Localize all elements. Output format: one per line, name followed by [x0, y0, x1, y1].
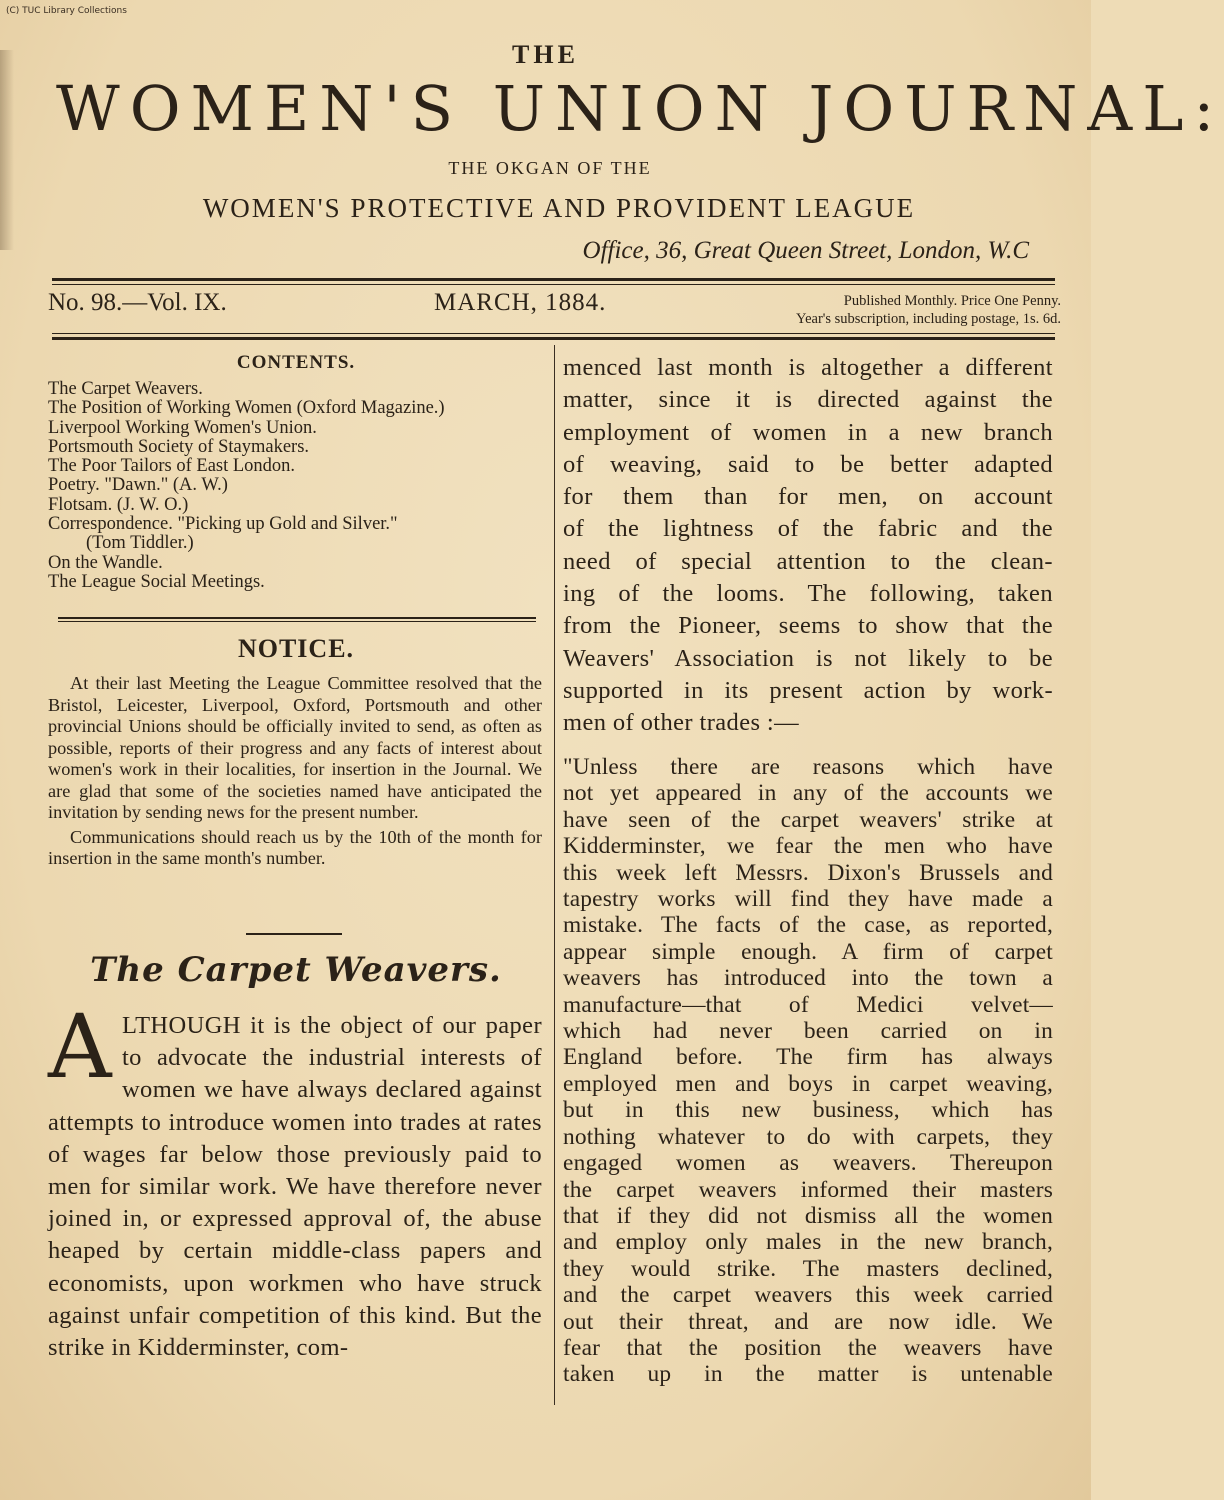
column-divider [554, 345, 555, 1405]
contents-item: Liverpool Working Women's Union. [48, 417, 317, 438]
league-name: WOMEN'S PROTECTIVE AND PROVIDENT LEAGUE [202, 193, 916, 223]
text-line: which had never been carried on in [563, 1018, 1053, 1045]
text-line: "Unless there are reasons which have [563, 754, 1053, 780]
contents-item: On the Wandle. [48, 552, 163, 573]
text-line: matter, since it is directed against the [563, 386, 1053, 414]
organ-line: THE OKGAN OF THE [448, 158, 652, 178]
subscription-info: Year's subscription, including postage, 1s. 6d. [796, 311, 1061, 327]
contents-rule-thin [58, 621, 536, 622]
article-title: The Carpet Weavers. [90, 950, 502, 990]
text-line: of weaving, said to be better adapted [563, 450, 1053, 478]
contents-rule [58, 617, 536, 619]
published-monthly: Published Monthly. Price One Penny. [843, 293, 1061, 309]
text-line: not yet appeared in any of the accounts we [563, 780, 1053, 807]
masthead-rule-top [52, 278, 1055, 281]
text-line: they would strike. The masters declined, [563, 1255, 1053, 1282]
notice-paragraph: Communications should reach us by the 10th of the month for insertion in the same month's number. [48, 826, 542, 868]
contents-item: The Carpet Weavers. [48, 379, 203, 399]
text-line: mistake. The facts of the case, as reported, [563, 912, 1053, 939]
text-line: supported in its present action by work- [563, 676, 1053, 704]
text-line: that if they did not dismiss all the women [563, 1202, 1053, 1229]
text-line: employment of women in a new branch [563, 418, 1053, 446]
text-line: of the lightness of the fabric and the [563, 515, 1053, 543]
issue-rule-thick [52, 337, 1055, 340]
text-line: from the Pioneer, seems to show that the [563, 612, 1053, 640]
text-line: nothing whatever to do with carpets, they [563, 1123, 1053, 1150]
text-line: employed men and boys in carpet weaving, [563, 1070, 1053, 1097]
article-text-left: LTHOUGH it is the object of our paper to advocate the industrial interests of women we have always declared against attempts to introduce women into trades at rates of wages far below those previously paid to men for similar work. We have therefore never joined in, or expressed approval of, the abuse heaped by certain middle-class papers and economists, upon workmen who have struck against unfair competition of this kind. But the strike in Kidderminster, com- [48, 1012, 542, 1362]
issue-date: MARCH, 1884. [434, 289, 607, 316]
notice-heading: NOTICE. [237, 634, 355, 663]
article-body-right [563, 352, 1053, 740]
text-line: the carpet weavers informed their masters [563, 1176, 1053, 1203]
text-line: ing of the looms. The following, taken [563, 580, 1053, 608]
text-line: England before. The firm has always [563, 1044, 1053, 1071]
text-line: fear that the position the weavers have [563, 1334, 1053, 1361]
masthead-the: THE [512, 40, 579, 69]
text-line: and the carpet weavers this week carried [563, 1282, 1053, 1309]
text-line: menced last month is altogether a different [563, 354, 1053, 381]
text-line: for them than for men, on account [563, 483, 1053, 511]
notice-paragraph: At their last Meeting the League Committee resolved that the Bristol, Leicester, Liverpool, Oxford, Portsmouth and other provincial Unions should be officially invited to send, as often as possible, reports of their progress and any facts of interest about women's work in their localities, for insertion in the Journal. We are glad that some of the societies named have anticipated the invitation by sending news for the present number. [48, 673, 542, 822]
text-line: out their threat, and are now idle. We [563, 1308, 1053, 1335]
drop-cap: A [48, 995, 112, 1098]
text-line: need of special attention to the clean- [563, 547, 1053, 575]
contents-heading: CONTENTS. [236, 352, 356, 373]
contents-item: (Tom Tiddler.) [86, 533, 194, 554]
text-line: have seen of the carpet weavers' strike at [563, 806, 1053, 833]
contents-item: Portsmouth Society of Staymakers. [48, 436, 310, 457]
text-line: weavers has introduced into the town a [563, 965, 1053, 992]
issue-number: No. 98.—Vol. IX. [48, 289, 227, 316]
contents-item: The Poor Tailors of East London. [48, 456, 296, 477]
text-line: engaged women as weavers. Thereupon [563, 1150, 1053, 1177]
contents-item: Correspondence. "Picking up Gold and Silver." [48, 514, 398, 535]
contents-item: Flotsam. (J. W. O.) [48, 494, 189, 515]
publication-info [796, 292, 1061, 328]
text-line: manufacture—that of Medici velvet— [563, 991, 1053, 1018]
contents-list [48, 380, 544, 592]
article-body-left [48, 995, 542, 1364]
article-paragraph-right [563, 352, 1053, 740]
text-line: but in this new business, which has [563, 1097, 1053, 1124]
contents-item: Poetry. "Dawn." (A. W.) [48, 475, 228, 496]
text-line: tapestry works will find they have made a [563, 886, 1053, 913]
contents-item: The League Social Meetings. [48, 571, 265, 592]
text-line: Kidderminster, we fear the men who have [563, 833, 1053, 860]
text-line: taken up in the matter is untenable [563, 1361, 1053, 1388]
office-address: Office, 36, Great Queen Street, London, W.C [582, 237, 1029, 264]
masthead-rule-top-thin [52, 284, 1055, 285]
text-line: Weavers' Association is not likely to be [563, 644, 1053, 672]
quoted-paragraph [563, 754, 1053, 1388]
notice-body [48, 673, 542, 870]
text-line: men of other trades :— [563, 709, 800, 737]
text-line: appear simple enough. A firm of carpet [563, 938, 1053, 965]
issue-rule-thin [52, 333, 1055, 334]
contents-item: The Position of Working Women (Oxford Magazine.) [48, 398, 445, 419]
collection-credit: (C) TUC Library Collections [6, 6, 127, 16]
section-divider [246, 933, 342, 935]
masthead-title: WOMEN'S UNION JOURNAL: [56, 72, 1224, 145]
contents-section [48, 350, 544, 592]
text-line: and employ only males in the new branch, [563, 1229, 1053, 1256]
text-line: this week left Messrs. Dixon's Brussels and [563, 859, 1053, 886]
